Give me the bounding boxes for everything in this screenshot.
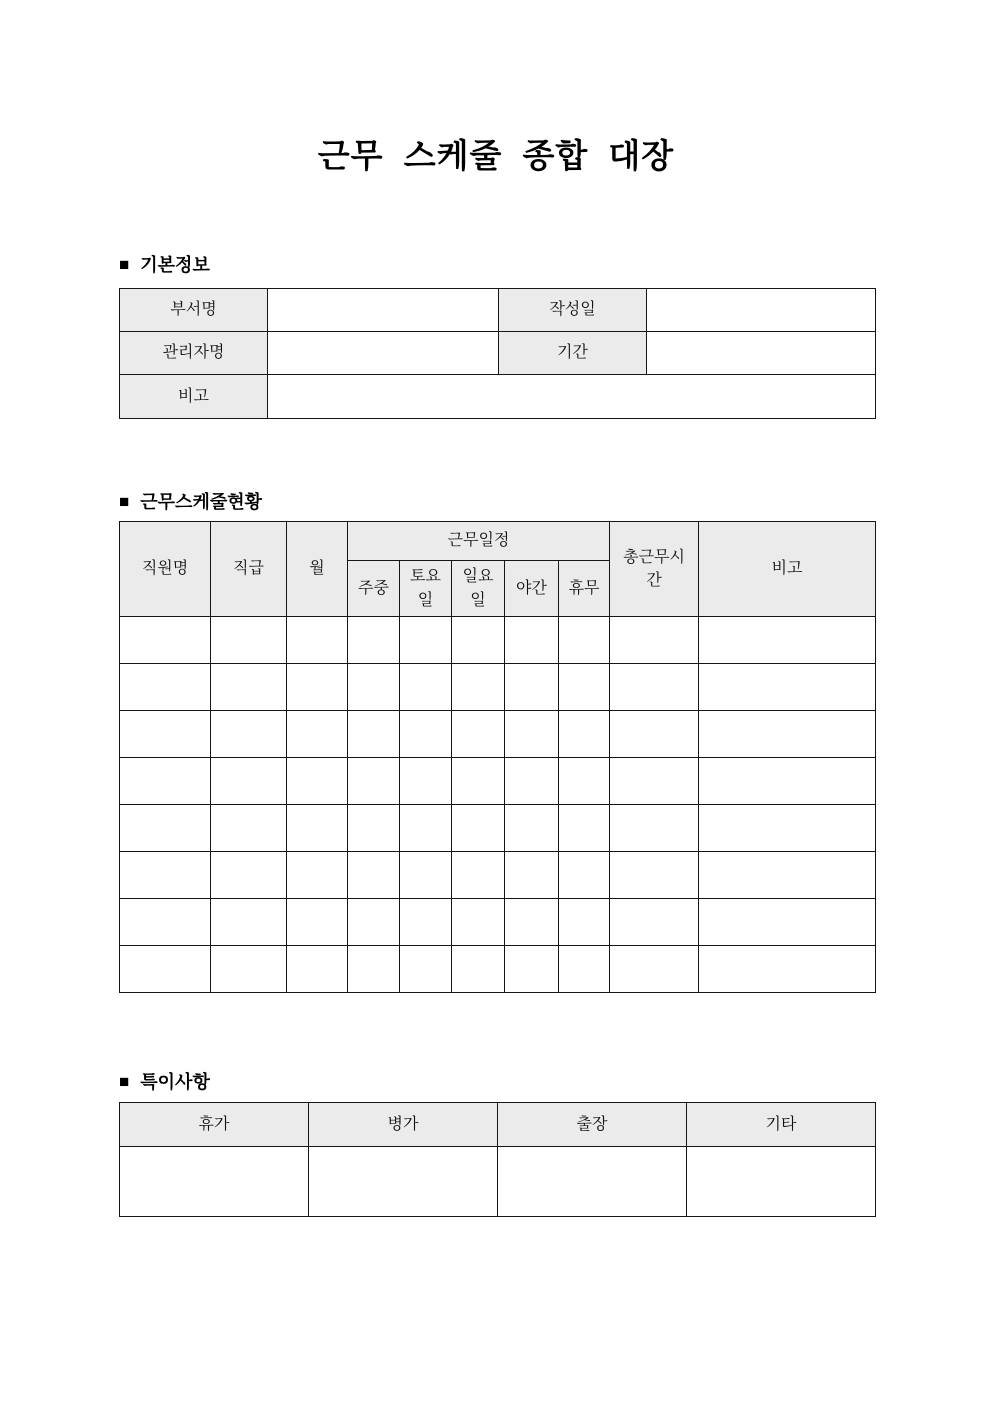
- schedule-cell: [505, 946, 559, 993]
- col-header-weekday: 주중: [348, 561, 400, 617]
- schedule-cell: [559, 946, 610, 993]
- schedule-cell: [120, 617, 211, 664]
- schedule-cell: [610, 711, 699, 758]
- field-label-period: 기간: [499, 332, 647, 375]
- section-heading-label: 특이사항: [140, 1072, 210, 1092]
- schedule-cell: [211, 758, 287, 805]
- schedule-cell: [505, 758, 559, 805]
- field-value-remarks: [268, 375, 876, 419]
- section-heading-schedule: [119, 488, 875, 514]
- col-header-sunday: 일요일: [452, 561, 505, 617]
- schedule-cell: [348, 946, 400, 993]
- schedule-cell: [610, 805, 699, 852]
- basic-info-row: [120, 375, 876, 419]
- field-label-manager: 관리자명: [120, 332, 268, 375]
- schedule-cell: [610, 617, 699, 664]
- col-header-day-off: 휴무: [559, 561, 610, 617]
- schedule-cell: [559, 758, 610, 805]
- schedule-cell: [287, 711, 348, 758]
- schedule-cell: [287, 899, 348, 946]
- schedule-cell: [699, 664, 876, 711]
- schedule-cell: [699, 852, 876, 899]
- schedule-cell: [120, 946, 211, 993]
- schedule-cell: [120, 711, 211, 758]
- schedule-row: [120, 852, 876, 899]
- col-header-business-trip: 출장: [498, 1103, 687, 1147]
- col-header-other: 기타: [687, 1103, 876, 1147]
- schedule-cell: [505, 711, 559, 758]
- schedule-row: [120, 946, 876, 993]
- section-marker-icon: ■: [119, 1071, 130, 1091]
- schedule-cell: [610, 664, 699, 711]
- schedule-cell: [120, 899, 211, 946]
- schedule-cell: [559, 899, 610, 946]
- schedule-cell: [452, 617, 505, 664]
- schedule-row: [120, 899, 876, 946]
- col-header-sick-leave: 병가: [309, 1103, 498, 1147]
- schedule-cell: [348, 758, 400, 805]
- schedule-cell: [348, 617, 400, 664]
- field-value-manager: [268, 332, 499, 375]
- schedule-cell: [699, 617, 876, 664]
- special-notes-cell-vacation: [120, 1147, 309, 1217]
- schedule-cell: [120, 758, 211, 805]
- schedule-cell: [452, 758, 505, 805]
- schedule-cell: [559, 805, 610, 852]
- schedule-cell: [699, 899, 876, 946]
- schedule-cell: [348, 711, 400, 758]
- special-notes-cell-business-trip: [498, 1147, 687, 1217]
- schedule-cell: [211, 617, 287, 664]
- section-marker-icon: ■: [119, 254, 130, 274]
- special-notes-header-row: [120, 1103, 876, 1147]
- schedule-cell: [211, 664, 287, 711]
- schedule-cell: [211, 899, 287, 946]
- schedule-cell: [452, 664, 505, 711]
- schedule-table: [119, 521, 876, 993]
- schedule-cell: [559, 852, 610, 899]
- col-header-month: 월: [287, 522, 348, 617]
- schedule-cell: [699, 711, 876, 758]
- schedule-header-row-top: [120, 522, 876, 561]
- schedule-cell: [287, 805, 348, 852]
- schedule-cell: [211, 852, 287, 899]
- schedule-cell: [400, 946, 452, 993]
- schedule-cell: [610, 852, 699, 899]
- col-header-employee-name: 직원명: [120, 522, 211, 617]
- schedule-row: [120, 617, 876, 664]
- schedule-row: [120, 805, 876, 852]
- schedule-cell: [610, 758, 699, 805]
- schedule-cell: [348, 899, 400, 946]
- schedule-cell: [348, 805, 400, 852]
- field-label-created-date: 작성일: [499, 289, 647, 332]
- section-marker-icon: ■: [119, 491, 130, 511]
- field-value-department: [268, 289, 499, 332]
- field-value-created-date: [647, 289, 876, 332]
- schedule-cell: [120, 805, 211, 852]
- schedule-cell: [452, 711, 505, 758]
- schedule-cell: [120, 664, 211, 711]
- schedule-cell: [287, 664, 348, 711]
- schedule-cell: [505, 664, 559, 711]
- basic-info-row: [120, 289, 876, 332]
- schedule-cell: [505, 899, 559, 946]
- schedule-cell: [400, 664, 452, 711]
- schedule-cell: [559, 711, 610, 758]
- special-notes-table: [119, 1102, 876, 1217]
- schedule-cell: [452, 946, 505, 993]
- schedule-cell: [505, 852, 559, 899]
- special-notes-row: [120, 1147, 876, 1217]
- col-header-remarks: 비고: [699, 522, 876, 617]
- schedule-cell: [699, 758, 876, 805]
- schedule-cell: [287, 946, 348, 993]
- schedule-cell: [287, 758, 348, 805]
- document-title: 근무 스케줄 종합 대장: [317, 137, 675, 174]
- schedule-cell: [699, 946, 876, 993]
- schedule-cell: [400, 758, 452, 805]
- field-value-period: [647, 332, 876, 375]
- schedule-cell: [452, 852, 505, 899]
- schedule-row: [120, 711, 876, 758]
- schedule-cell: [452, 805, 505, 852]
- basic-info-table: [119, 288, 876, 419]
- col-header-total-hours: 총근무시간: [610, 522, 699, 617]
- schedule-cell: [505, 617, 559, 664]
- field-label-department: 부서명: [120, 289, 268, 332]
- field-label-remarks: 비고: [120, 375, 268, 419]
- schedule-row: [120, 758, 876, 805]
- col-header-night: 야간: [505, 561, 559, 617]
- schedule-cell: [610, 899, 699, 946]
- schedule-cell: [400, 617, 452, 664]
- schedule-cell: [400, 805, 452, 852]
- special-notes-cell-sick-leave: [309, 1147, 498, 1217]
- schedule-cell: [400, 852, 452, 899]
- schedule-cell: [610, 946, 699, 993]
- schedule-cell: [211, 805, 287, 852]
- schedule-cell: [120, 852, 211, 899]
- schedule-cell: [287, 617, 348, 664]
- section-heading-label: 기본정보: [140, 255, 210, 275]
- schedule-cell: [400, 711, 452, 758]
- schedule-cell: [505, 805, 559, 852]
- schedule-cell: [348, 664, 400, 711]
- schedule-cell: [559, 664, 610, 711]
- section-heading-basic-info: [119, 251, 875, 277]
- schedule-row: [120, 664, 876, 711]
- schedule-cell: [348, 852, 400, 899]
- schedule-cell: [400, 899, 452, 946]
- col-header-position: 직급: [211, 522, 287, 617]
- special-notes-cell-other: [687, 1147, 876, 1217]
- section-heading-label: 근무스케줄현황: [140, 492, 262, 512]
- schedule-cell: [211, 946, 287, 993]
- section-heading-special-notes: [119, 1068, 875, 1094]
- col-header-saturday: 토요일: [400, 561, 452, 617]
- col-header-vacation: 휴가: [120, 1103, 309, 1147]
- schedule-cell: [559, 617, 610, 664]
- schedule-cell: [699, 805, 876, 852]
- basic-info-row: [120, 332, 876, 375]
- schedule-cell: [287, 852, 348, 899]
- schedule-cell: [211, 711, 287, 758]
- schedule-cell: [452, 899, 505, 946]
- col-header-schedule-group: 근무일정: [348, 522, 610, 561]
